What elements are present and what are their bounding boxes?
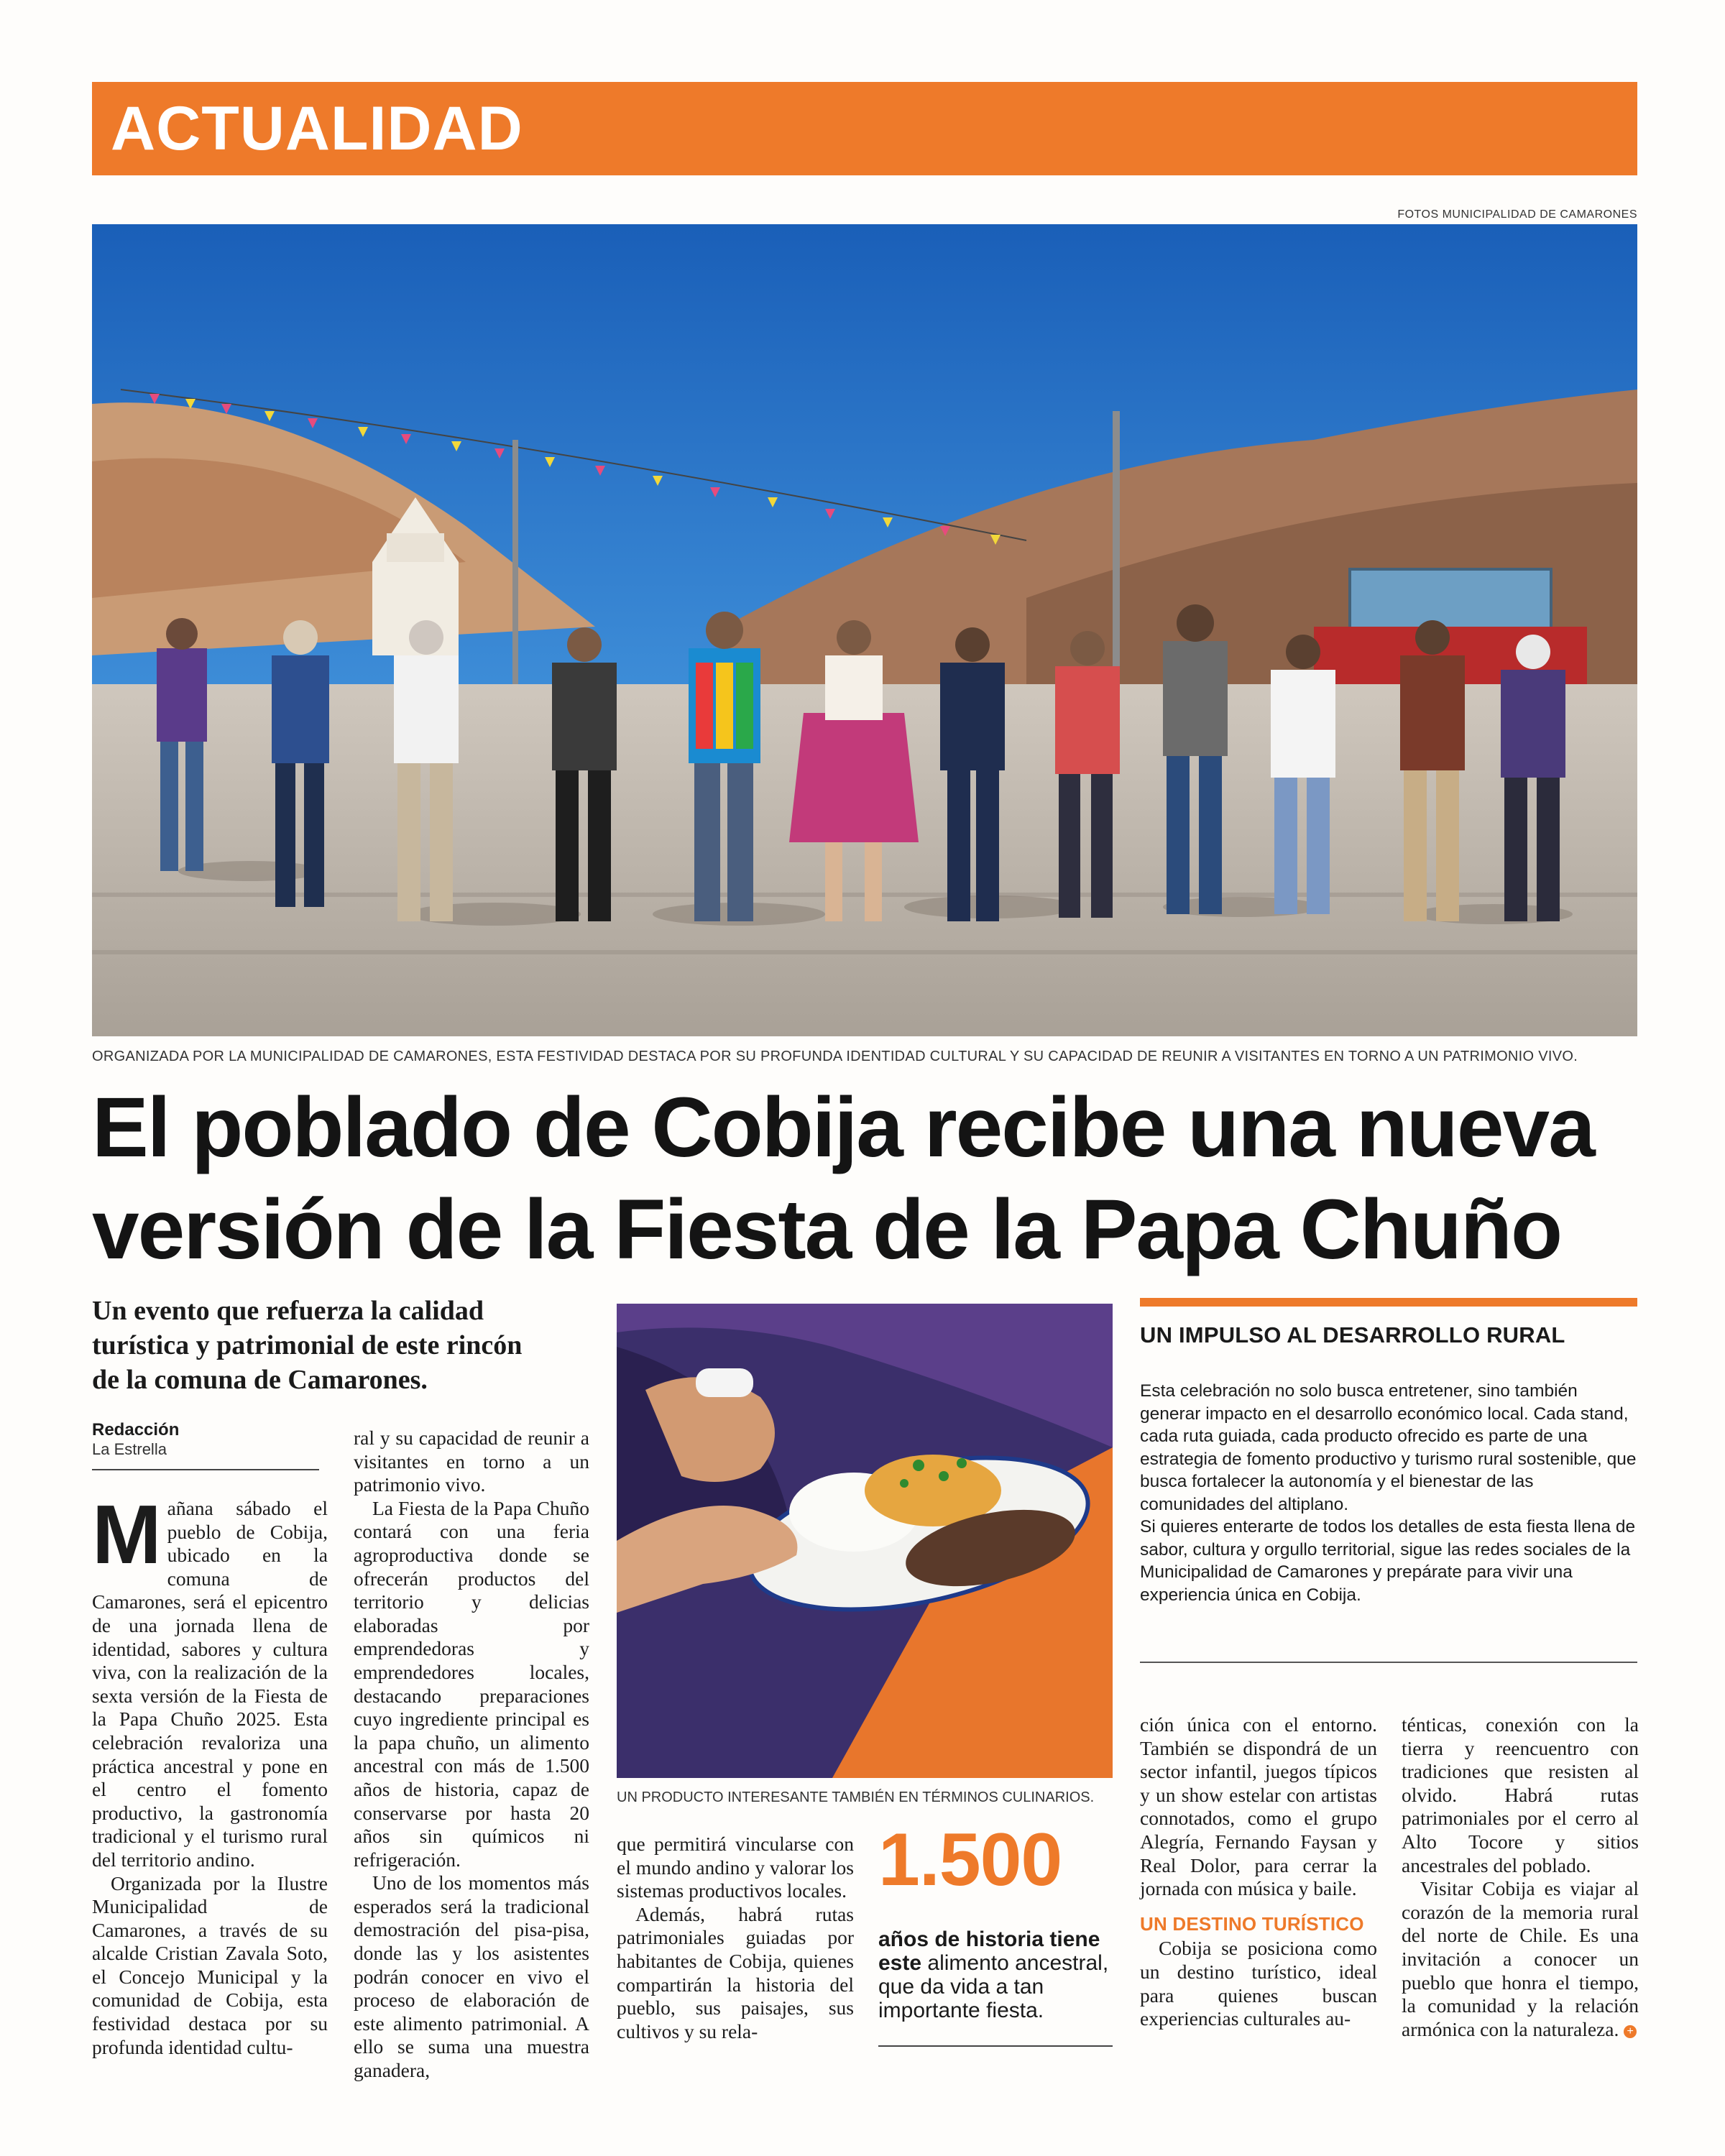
subhead: UN DESTINO TURÍSTICO: [1140, 1912, 1364, 1935]
body-paragraph: Organizada por la Ilustre Municipalidad de Camarones, a través de su alcalde Cristian Zavala Soto, el Concejo Municipal y la comunidad de Cobija, esta festividad destaca por su profunda identidad cultu-: [92, 1871, 328, 2058]
body-paragraph: [92, 1488, 328, 1872]
food-photo-caption: UN PRODUCTO INTERESANTE TAMBIÉN EN TÉRMINOS CULINARIOS.: [617, 1789, 1095, 1805]
body-paragraph: Uno de los momentos más esperados será la tradicional demostración del pisa-pisa, donde las y los asistentes podrán conocer en vivo el proceso de elaboración de este alimento patrimonial. A ello se suma una muestra ganadera,: [354, 1871, 589, 2082]
body-paragraph: La Fiesta de la Papa Chuño contará con una feria agroproductiva donde se ofrecerán productos del territorio y delicias elaboradas por emprendedoras y emprendedores locales, destacando preparaciones cuyo ingrediente principal es la papa chuño, un alimento ancestral con más de 1.500 años de historia, capaz de conservarse por hasta 20 años sin químicos ni refrigeración.: [354, 1496, 589, 1871]
fact-text: [878, 1927, 1116, 2022]
body-paragraph: [1402, 1877, 1639, 2041]
photo-credit: FOTOS MUNICIPALIDAD DE CAMARONES: [1397, 208, 1637, 221]
deck-line-3: de la comuna de Camarones.: [92, 1365, 428, 1395]
fact-plain-text: alimento ancestral, que da vida a tan importante fiesta.: [878, 1951, 1109, 2022]
body-paragraph: Además, habrá rutas patrimoniales guiadas por habitantes de Cobija, quienes compartirán la historia del pueblo, sus paisajes, sus cultivos y su rela-: [617, 1902, 854, 2042]
sidebar-body: [1140, 1380, 1637, 1606]
sidebar-rule: [1140, 1662, 1637, 1663]
deck: [92, 1294, 595, 1397]
drop-cap: M: [92, 1488, 162, 1581]
byline-name: Redacción: [92, 1420, 180, 1439]
sidebar-title: UN IMPULSO AL DESARROLLO RURAL: [1140, 1322, 1565, 1348]
sidebar-paragraph: Si quieres enterarte de todos los detalles de esta fiesta llena de sabor, cultura y orgullo territorial, sigue las redes sociales de la Municipalidad de Camarones y prepárate para vivir una experiencia única en Cobija.: [1140, 1517, 1636, 1605]
headline-line-1: El poblado de Cobija recibe una nueva: [92, 1080, 1594, 1175]
body-column-1: [92, 1488, 328, 2059]
body-column-3: [617, 1833, 854, 2043]
section-label: ACTUALIDAD: [111, 94, 523, 163]
section-header-bar: [92, 82, 1637, 175]
body-paragraph: Cobija se posiciona como un destino turístico, ideal para quienes buscan experiencias culturales au-: [1140, 1937, 1377, 2030]
deck-line-1: Un evento que refuerza la calidad: [92, 1296, 484, 1326]
body-column-5: [1402, 1713, 1639, 2041]
byline-rule: [92, 1469, 319, 1470]
body-column-4: [1140, 1713, 1377, 2031]
body-column-2: [354, 1427, 589, 2083]
headline: [92, 1077, 1644, 1281]
fact-bold-text: años de historia tiene este: [878, 1927, 1100, 1975]
sidebar-paragraph: Esta celebración no solo busca entretener, sino también generar impacto en el desarrollo económico local. Cada stand, cada ruta guiada, cada producto ofrecido es parte de una estrategia de fomento productivo y turismo rural sostenible, que busca fortalecer la autonomía y el bienestar de las comunidades del altiplano.: [1140, 1381, 1637, 1514]
body-paragraph: ténticas, conexión con la tierra y reencuentro con tradiciones que resisten al olvido. Habrá rutas patrimoniales por el cerro al Alto Tocore y sitios ancestrales del poblado.: [1402, 1713, 1639, 1876]
fact-number: 1.500: [878, 1818, 1062, 1902]
fact-rule: [878, 2045, 1113, 2047]
sidebar-top-bar: [1140, 1298, 1637, 1307]
hero-caption: ORGANIZADA POR LA MUNICIPALIDAD DE CAMARONES, ESTA FESTIVIDAD DESTACA POR SU PROFUNDA IDENTIDAD CULTURAL Y SU CAPACIDAD DE REUNIR A VISITANTES EN TORNO A UN PATRIMONIO VIVO.: [92, 1049, 1578, 1064]
end-of-article-icon: +: [1624, 2025, 1637, 2038]
body-paragraph-text: añana sábado el pueblo de Cobija, ubicado en la comuna de Camarones, será el epicentro de una jornada llena de identidad, sabores y cultura viva, con la realización de la sexta versión de la Fiesta de la Papa Chuño 2025. Esta celebración revaloriza una práctica ancestral y pone en el centro el fomento productivo, la gastronomía tradicional y el turismo rural del territorio andino.: [92, 1497, 328, 1871]
hero-photo: [92, 224, 1637, 1036]
food-photo: [617, 1304, 1113, 1778]
body-paragraph: ción única con el entorno. También se dispondrá de un sector infantil, juegos típicos y un show estelar con artistas connotados, como el grupo Alegría, Fernando Faysan y Real Dolor, para cerrar la jornada con música y baile.: [1140, 1713, 1377, 1900]
body-paragraph: que permitirá vincularse con el mundo andino y valorar los sistemas productivos locales.: [617, 1833, 854, 1902]
deck-line-2: turística y patrimonial de este rincón: [92, 1330, 523, 1360]
byline-org: La Estrella: [92, 1440, 167, 1458]
body-paragraph: ral y su capacidad de reunir a visitantes en torno a un patrimonio vivo.: [354, 1427, 589, 1496]
body-paragraph-text: Visitar Cobija es viajar al corazón de la memoria rural del norte de Chile. Es una invitación a conocer un pueblo que honra el tiempo, la comunidad y la relación armónica con la naturaleza.: [1402, 1877, 1639, 2040]
byline: [92, 1420, 315, 1459]
headline-line-2: versión de la Fiesta de la Papa Chuño: [92, 1182, 1562, 1277]
